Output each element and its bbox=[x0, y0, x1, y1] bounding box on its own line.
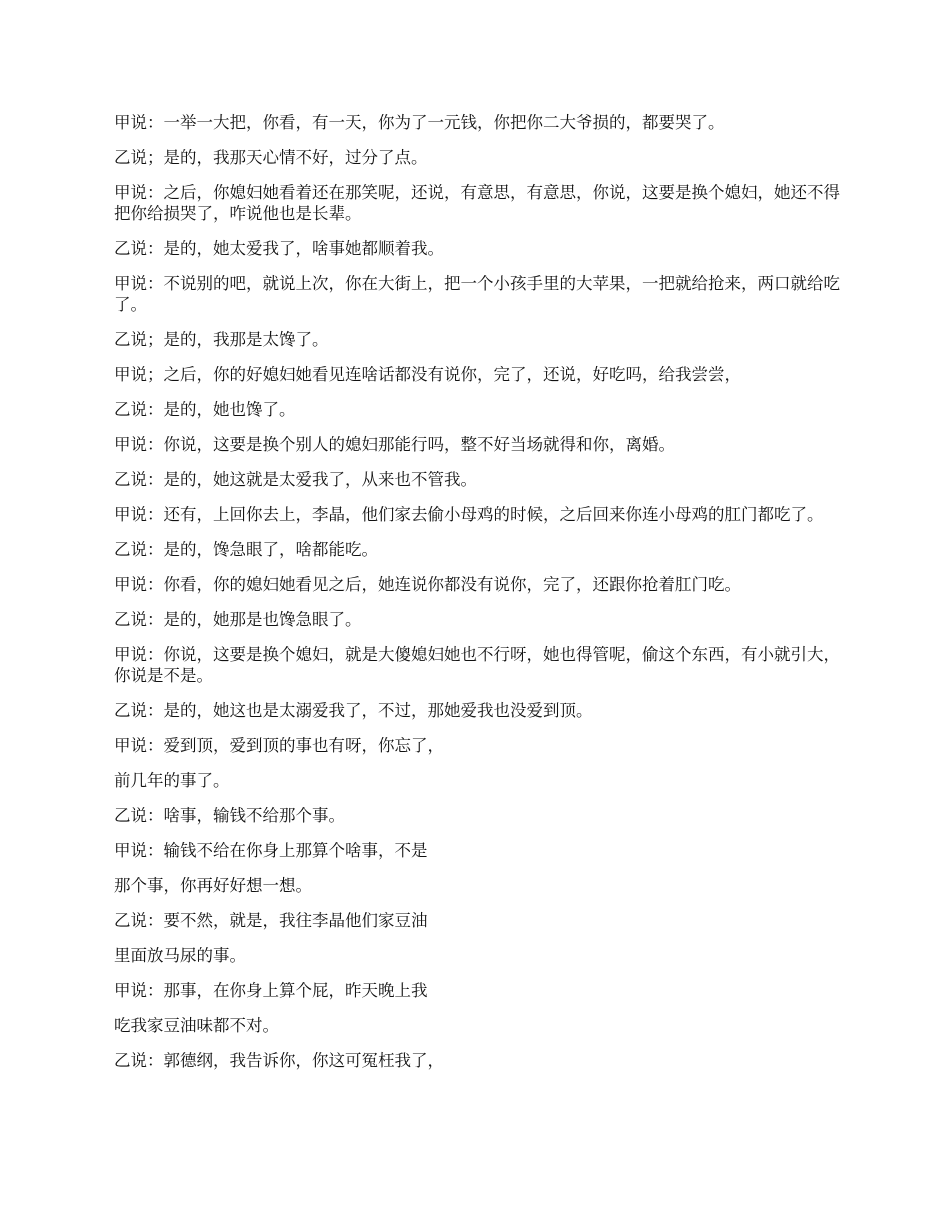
dialogue-paragraph: 甲说：爱到顶，爱到顶的事也有呀，你忘了， bbox=[114, 736, 444, 755]
dialogue-paragraph: 乙说：是的，馋急眼了，啥都能吃。 bbox=[114, 540, 378, 559]
dialogue-paragraph: 甲说：那事，在你身上算个屁，昨天晚上我 bbox=[114, 981, 428, 1000]
dialogue-paragraph: 乙说：要不然，就是，我往李晶他们家豆油 bbox=[114, 911, 428, 930]
dialogue-paragraph: 甲说：你说，这要是换个媳妇，就是大傻媳妇她也不行呀，她也得管呢，偷这个东西，有小就引大，你说是不是。 bbox=[114, 645, 840, 685]
dialogue-paragraph: 乙说：啥事，输钱不给那个事。 bbox=[114, 806, 345, 825]
dialogue-paragraph: 甲说：一举一大把，你看，有一天，你为了一元钱，你把你二大爷损的，都要哭了。 bbox=[114, 113, 725, 132]
dialogue-paragraph: 乙说：是的，她这就是太爱我了，从来也不管我。 bbox=[114, 470, 477, 489]
dialogue-text bbox=[114, 112, 844, 1085]
dialogue-paragraph: 甲说：还有，上回你去上，李晶，他们家去偷小母鸡的时候，之后回来你连小母鸡的肛门都吃了。 bbox=[114, 505, 824, 524]
dialogue-paragraph: 乙说：是的，她太爱我了，啥事她都顺着我。 bbox=[114, 239, 444, 258]
dialogue-paragraph: 吃我家豆油味都不对。 bbox=[114, 1016, 279, 1035]
dialogue-paragraph: 甲说：你说，这要是换个别人的媳妇那能行吗，整不好当场就得和你，离婚。 bbox=[114, 435, 675, 454]
dialogue-paragraph: 里面放马尿的事。 bbox=[114, 946, 246, 965]
dialogue-paragraph: 乙说：是的，她这也是太溺爱我了，不过，那她爱我也没爱到顶。 bbox=[114, 701, 593, 720]
dialogue-paragraph: 甲说：不说别的吧，就说上次，你在大街上，把一个小孩手里的大苹果，一把就给抢来，两口就给吃了。 bbox=[114, 274, 840, 314]
dialogue-paragraph: 乙说；是的，我那天心情不好，过分了点。 bbox=[114, 148, 428, 167]
dialogue-paragraph: 乙说：是的，她那是也馋急眼了。 bbox=[114, 610, 362, 629]
dialogue-paragraph: 甲说：你看，你的媳妇她看见之后，她连说你都没有说你，完了，还跟你抢着肛门吃。 bbox=[114, 575, 741, 594]
dialogue-paragraph: 甲说：之后，你媳妇她看着还在那笑呢，还说，有意思，有意思，你说，这要是换个媳妇，她还不得把你给损哭了，咋说他也是长辈。 bbox=[114, 183, 840, 223]
dialogue-paragraph: 乙说；是的，我那是太馋了。 bbox=[114, 330, 329, 349]
dialogue-paragraph: 甲说；之后，你的好媳妇她看见连啥话都没有说你，完了，还说，好吃吗，给我尝尝， bbox=[114, 365, 741, 384]
dialogue-paragraph: 乙说：是的，她也馋了。 bbox=[114, 400, 296, 419]
dialogue-paragraph: 乙说：郭德纲，我告诉你，你这可冤枉我了， bbox=[114, 1051, 444, 1070]
dialogue-paragraph: 前几年的事了。 bbox=[114, 771, 230, 790]
dialogue-paragraph: 那个事，你再好好想一想。 bbox=[114, 876, 312, 895]
dialogue-paragraph: 甲说：输钱不给在你身上那算个啥事，不是 bbox=[114, 841, 428, 860]
